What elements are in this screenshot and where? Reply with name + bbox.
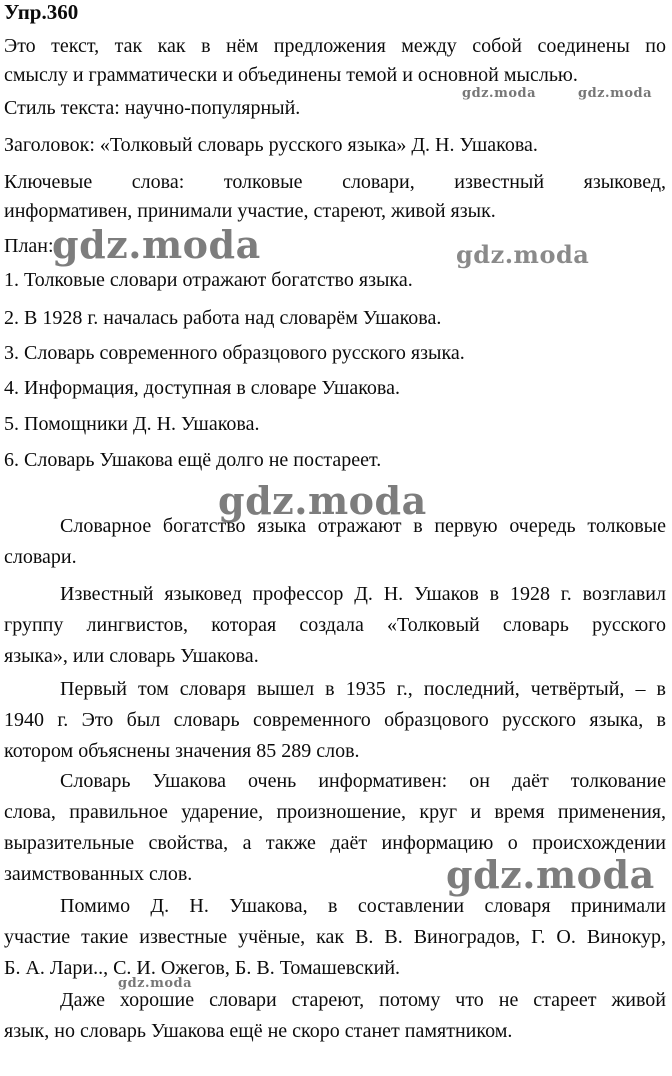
- plan-label: План:: [4, 235, 54, 257]
- watermark: gdz.moda: [456, 240, 590, 269]
- intro-line-2: смыслу и грамматически и объединены темой и основной мыслью.: [4, 64, 578, 86]
- keywords-line-2: информативен, принимали участие, стареют, живой язык.: [4, 200, 496, 222]
- intro-line-1: Это текст, так как в нём предложения между собой соединены по: [4, 35, 666, 57]
- plan-item-2: 2. В 1928 г. началась работа над словарём Ушакова.: [4, 307, 442, 329]
- paragraph-line: слова, правильное ударение, произношение, круг и время применения,: [4, 801, 666, 823]
- paragraph-6: [4, 985, 666, 1047]
- paragraph-line: 1940 г. Это был словарь современного образцового русского языка, в: [4, 709, 666, 731]
- paragraph-line: группу лингвистов, которая создала «Толковый словарь русского: [4, 614, 666, 636]
- plan-item-3: 3. Словарь современного образцового русского языка.: [4, 342, 465, 364]
- paragraph-line: Даже хорошие словари стареют, потому что не стареет живой: [60, 989, 666, 1011]
- paragraph-line: Б. А. Лари.., С. И. Ожегов, Б. В. Томашевский.: [4, 957, 401, 979]
- paragraph-line: язык, но словарь Ушакова ещё не скоро станет памятником.: [4, 1020, 513, 1042]
- paragraph-3: [4, 674, 666, 767]
- paragraph-line: котором объяснены значения 85 289 слов.: [4, 740, 360, 762]
- watermark: gdz.moda: [446, 852, 655, 897]
- paragraph-line: участие такие известные учёные, как В. В. Виноградов, Г. О. Винокур,: [4, 926, 666, 948]
- watermark: gdz.moda: [52, 222, 261, 267]
- paragraph-line: Словарь Ушакова очень информативен: он даёт толкование: [60, 770, 666, 792]
- paragraph-line: словари.: [4, 546, 77, 568]
- paragraph-line: выразительные свойства, а также даёт информацию о происхождении: [4, 832, 666, 854]
- paragraph-5: [4, 891, 666, 984]
- exercise-title: Упр.360: [4, 0, 79, 24]
- watermark: gdz.moda: [218, 478, 427, 523]
- style-line: Стиль текста: научно-популярный.: [4, 97, 301, 119]
- paragraph-line: Первый том словаря вышел в 1935 г., последний, четвёртый, – в: [60, 678, 666, 700]
- paragraph-line: заимствованных слов.: [4, 863, 193, 885]
- paragraph-line: Словарное богатство языка отражают в первую очередь толковые: [60, 515, 666, 537]
- watermark: gdz.moda: [462, 86, 537, 101]
- plan-item-4: 4. Информация, доступная в словаре Ушакова.: [4, 377, 400, 399]
- paragraph-line: Известный языковед профессор Д. Н. Ушаков в 1928 г. возглавил: [60, 583, 666, 605]
- plan-item-5: 5. Помощники Д. Н. Ушакова.: [4, 413, 260, 435]
- watermark: gdz.moda: [118, 976, 193, 991]
- plan-item-6: 6. Словарь Ушакова ещё долго не постареет.: [4, 449, 382, 471]
- paragraph-line: Помимо Д. Н. Ушакова, в составлении словаря принимали: [60, 895, 666, 917]
- keywords-line-1: Ключевые слова: толковые словари, известный языковед,: [4, 171, 666, 193]
- paragraph-2: [4, 579, 666, 672]
- watermark: gdz.moda: [578, 86, 653, 101]
- heading-line: Заголовок: «Толковый словарь русского языка» Д. Н. Ушакова.: [4, 134, 538, 156]
- plan-item-1: 1. Толковые словари отражают богатство языка.: [4, 269, 413, 291]
- paragraph-line: языка», или словарь Ушакова.: [4, 645, 259, 667]
